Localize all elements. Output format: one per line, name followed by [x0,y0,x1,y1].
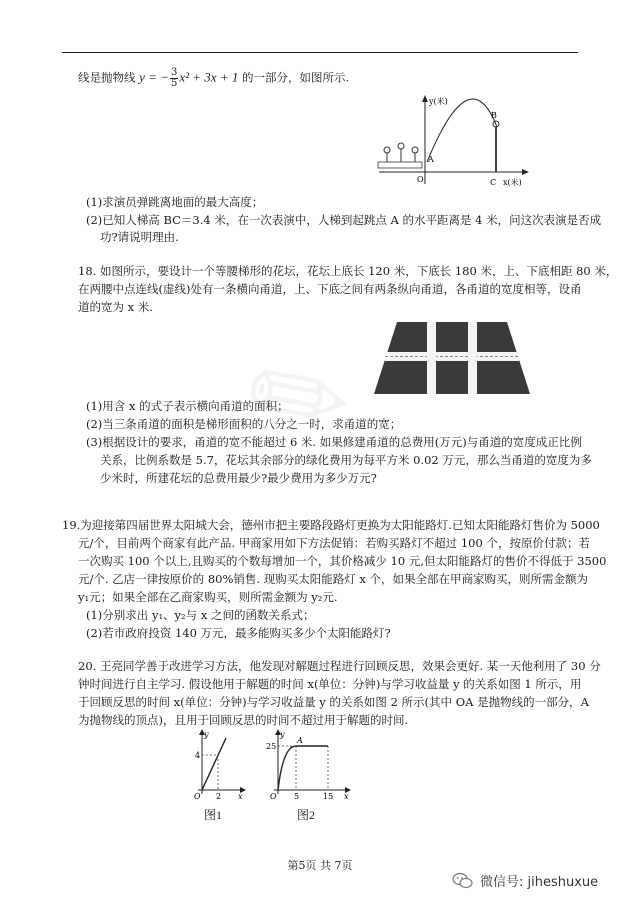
fig1-tick-4: 4 [195,751,201,760]
q17-part2-b: 功?请说明理由. [100,230,179,244]
q18-part2: (2)当三条甬道的面积是梯形面积的八分之一时，求甬道的宽； [86,417,402,431]
fig1-x-label: x [238,792,243,800]
q19-line4: 元/个. 乙店一律按原价的 80%销售. 现购买太阳能路灯 x 个，如果全部在甲商家购买，则所需金额为 [78,572,589,586]
q19-line3: 一次购买 100 个以上,且购买的个数每增加一个，其价格减少 10 元,但太阳能路灯的售价不得低于 3500 [78,554,607,568]
fig2-origin: O [270,792,277,800]
q18-part1: (1)用含 x 的式子表示横向甬道的面积； [86,399,289,413]
figure-acrobat [375,92,535,192]
q18-part3-b: 关系，比例系数是 5.7，花坛其余部分的绿化费用为每平方米 0.02 万元，那么当甬道的宽度为多 [100,453,592,467]
q20-line3: 于回顾反思的时间 x(单位：分钟)与学习收益量 y 的关系如图 2 所示(其中 OA 是抛物线的一部分，A [78,695,589,709]
q19-line1: 19.为迎接第四届世界太阳城大会，德州市把主要路段路灯更换为太阳能路灯.已知太阳能路灯售价为 5000 [62,518,600,532]
q17-part1: (1)求演员弹跳离地面的最大高度； [86,195,264,209]
page-number: 第5页 共 7页 [287,859,353,872]
fig2-tick-15: 15 [323,792,334,800]
figure-trapezoid [372,318,532,398]
q19-line2: 元/个，目前两个商家有此产品. 甲商家用如下方法促销：若购买路灯不超过 100 个，按原价付款；若 [78,536,590,550]
q20-line2: 钟时间进行自主学习. 假设他用于解题的时间 x(单位：分钟)与学习收益量 y 的关系如图 1 所示，用 [78,677,582,691]
intro-line [78,68,349,89]
fig2-tick-25: 25 [266,742,277,751]
fig17-origin: O [417,175,424,184]
fig1-origin: O [194,792,201,800]
figure-2-caption: 图2 [297,808,316,822]
q19-line5: y₁元；如果全部在乙商家购买，则所需金额为 y₂元. [78,590,338,604]
fig2-x-label: x [344,792,349,800]
fig1-y-label: y [204,730,209,739]
fig2-tick-5: 5 [294,792,300,800]
fig2-y-label: y [280,730,285,739]
header-rule [62,52,578,53]
q18-line2: 在两腰中点连线(虚线)处有一条横向甬道，上、下底之间有两条纵向甬道，各甬道的宽度相等，设甬 [78,282,582,296]
q20-line1: 20. 王亮同学善于改进学习方法，他发现对解题过程进行回顾反思，效果会更好. 某一天他利用了 30 分 [78,659,601,673]
fig1-tick-2: 2 [216,792,222,800]
q18-part3-c: 少米时，所建花坛的总费用最少?最少费用为多少万元? [100,471,377,485]
figure-1-caption: 图1 [204,808,223,822]
fig17-y-label: y(米) [429,97,448,106]
fig17-point-a: A [428,155,434,164]
fig17-x-label: x(米) [503,178,522,187]
q20-line4: 为抛物线的顶点)，且用于回顾反思的时间不超过用于解题的时间. [78,713,409,727]
formula-y: y [139,69,145,85]
formula-fraction: $\frac{3}{5}$ [170,67,178,89]
wechat-icon [452,872,474,890]
fig2-point-a: A [297,736,303,745]
figure-2-graph [264,728,354,800]
q19-part2: (2)若市政府投资 140 万元，最多能购买多少个太阳能路灯? [86,626,391,640]
q18-line1: 18. 如图所示，要设计一个等腰梯形的花坛，花坛上底长 120 米，下底长 180 米，上、下底相距 80 米， [78,264,618,278]
q19-part1: (1)分别求出 y₁、y₂与 x 之间的函数关系式； [86,608,315,622]
q18-part3-a: (3)根据设计的要求，甬道的宽不能超过 6 米. 如果修建甬道的总费用(万元)与甬道的宽度成正比例 [86,435,582,449]
fig17-point-c: C [490,178,497,187]
intro-prefix: 线是抛物线 [78,70,136,85]
intro-suffix: 的一部分，如图所示. [242,70,350,85]
formula-rest: x² + 3x + 1 [179,69,239,85]
formula-eq: = − [144,69,169,85]
figure-1-graph [188,728,248,800]
q17-part2-a: (2)已知人梯高 BC＝3.4 米，在一次表演中，人梯到起跳点 A 的水平距离是 4 米，问这次表演是否成 [86,213,602,227]
fig17-point-b: B [491,111,497,120]
q18-line3: 道的宽为 x 米. [78,300,153,314]
wechat-watermark [452,871,598,890]
wechat-label: 微信号: jiheshuxue [480,875,599,890]
